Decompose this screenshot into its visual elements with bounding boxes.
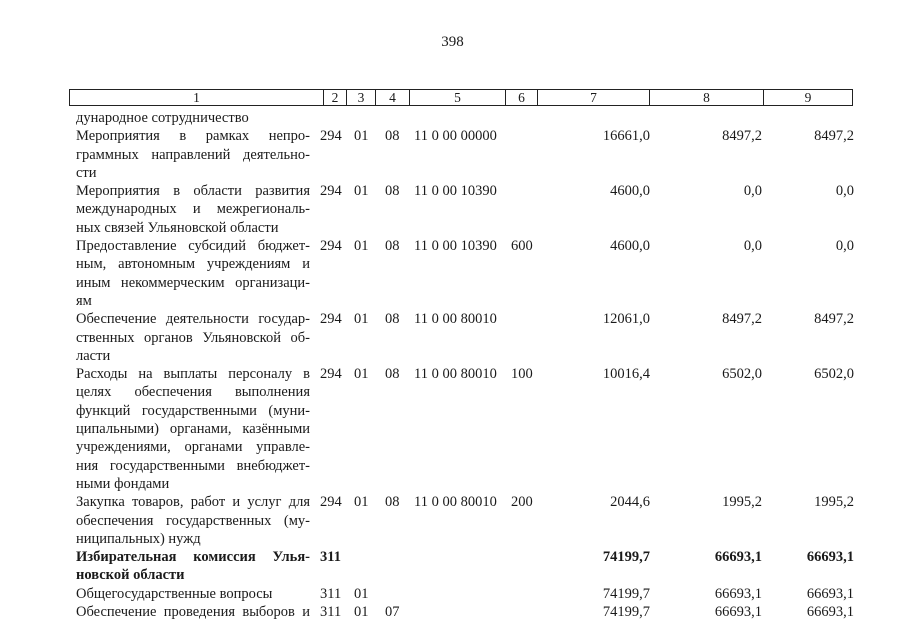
row-target-code: 11 0 00 10390 [414,238,497,255]
header-col-7: 7 [590,90,597,105]
header-col-9: 9 [804,90,812,105]
row-value-col8: 0,0 [743,183,762,200]
row-value-col9: 0,0 [835,183,854,200]
row-section-code: 294 [320,183,342,200]
row-item-code: 08 [385,238,400,255]
row-target-code: 11 0 00 80010 [414,311,497,328]
row-value-col9: 8497,2 [814,311,854,328]
header-col-6: 6 [518,90,525,105]
description-line: Обеспечение проведения выборов и [76,604,310,621]
row-subsection-code: 01 [354,366,369,383]
row-value-col8: 8497,2 [722,311,762,328]
row-section-code: 294 [320,494,342,511]
row-target-code: 11 0 00 00000 [414,128,497,145]
description-line: Мероприятия в области развития [76,183,310,200]
row-value-col7: 10016,4 [602,366,650,383]
row-item-code: 08 [385,311,400,328]
row-value-col7: 12061,0 [602,311,650,328]
description-line: ным, автономным учреждениям и [76,256,310,273]
header-col-2: 2 [331,90,339,105]
row-value-col7: 4600,0 [610,183,650,200]
description-line: ными фондами [76,475,170,492]
description-line: Общегосударственные вопросы [76,585,273,602]
row-value-col9: 66693,1 [806,549,854,566]
description-line: ния государственными внебюджет- [76,457,310,474]
description-line: сти [76,164,97,181]
row-description [76,365,310,493]
row-target-code: 11 0 00 80010 [414,494,497,511]
description-line: ственных органов Ульяновской об- [76,329,310,346]
row-value-col9: 66693,1 [806,585,854,602]
description-line: дународное сотрудничество [76,110,249,126]
row-section-code: 294 [320,311,342,328]
row-value-col7: 16661,0 [602,128,650,145]
row-description [76,603,310,621]
row-value-col8: 0,0 [743,238,762,255]
row-subsection-code: 01 [354,128,369,145]
description-line: ям [76,292,92,309]
row-description [76,127,310,182]
row-value-col8: 1995,2 [722,494,762,511]
row-value-col7: 74199,7 [602,585,650,602]
description-line: граммных направлений деятельно- [76,146,310,163]
row-value-col9: 1995,2 [814,494,854,511]
row-subsection-code: 01 [354,311,369,328]
row-description [76,548,310,585]
row-value-col7: 74199,7 [602,549,650,566]
row-value-col7: 74199,7 [602,604,650,621]
description-line: Мероприятия в рамках непро- [76,128,310,145]
row-value-col7: 4600,0 [610,238,650,255]
row-item-code: 08 [385,128,400,145]
row-expense-type: 100 [511,366,533,383]
description-line: ных связей Ульяновской области [76,219,279,236]
row-expense-type: 200 [511,494,533,511]
description-line: функций государственными (муни- [76,402,310,419]
row-subsection-code: 01 [354,604,369,621]
header-col-3: 3 [357,90,365,105]
header-col-8: 8 [703,90,710,105]
page-number: 398 [441,34,464,50]
row-description [76,585,310,603]
row-value-col9: 66693,1 [806,604,854,621]
row-description [76,493,310,548]
row-subsection-code: 01 [354,494,369,511]
description-line: иным некоммерческим организаци- [76,274,310,291]
description-line: Обеспечение деятельности государ- [76,311,310,328]
row-target-code: 11 0 00 80010 [414,366,497,383]
row-description [76,109,310,127]
row-section-code: 311 [320,604,342,621]
description-line: новской области [76,567,185,584]
description-line: Предоставление субсидий бюджет- [76,238,310,255]
row-value-col8: 8497,2 [722,128,762,145]
header-col-1: 1 [193,90,200,105]
row-section-code: 294 [320,128,342,145]
description-line: Избирательная комиссия Улья- [76,549,310,566]
description-line: обеспечения государственных (му- [76,512,310,529]
row-section-code: 311 [320,549,341,566]
row-value-col8: 66693,1 [714,604,762,621]
row-item-code: 08 [385,494,400,511]
description-line: ласти [76,347,111,364]
row-value-col8: 66693,1 [714,549,762,566]
row-description [76,237,310,310]
description-line: ципальными) органами, казёнными [76,421,310,438]
row-item-code: 08 [385,183,400,200]
row-value-col7: 2044,6 [610,494,650,511]
row-value-col8: 66693,1 [714,585,762,602]
row-section-code: 294 [320,366,342,383]
row-item-code: 07 [385,604,400,621]
description-line: международных и межрегиональ- [76,201,310,218]
description-line: Закупка товаров, работ и услуг для [76,494,310,511]
row-target-code: 11 0 00 10390 [414,183,497,200]
row-section-code: 294 [320,238,342,255]
description-line: Расходы на выплаты персоналу в [76,366,310,383]
header-col-5: 5 [454,90,461,105]
row-section-code: 311 [320,585,342,602]
row-value-col8: 6502,0 [722,366,762,383]
row-expense-type: 600 [511,238,533,255]
row-subsection-code: 01 [354,238,369,255]
description-line: целях обеспечения выполнения [76,384,310,401]
row-subsection-code: 01 [354,183,369,200]
description-line: учреждениями, органами управле- [76,439,310,456]
row-item-code: 08 [385,366,400,383]
header-col-4: 4 [389,90,396,105]
row-value-col9: 6502,0 [814,366,854,383]
row-description [76,182,310,237]
table-header [69,89,853,106]
row-subsection-code: 01 [354,585,369,602]
description-line: ниципальных) нужд [76,530,201,547]
row-description [76,310,310,365]
row-value-col9: 8497,2 [814,128,854,145]
row-value-col9: 0,0 [835,238,854,255]
